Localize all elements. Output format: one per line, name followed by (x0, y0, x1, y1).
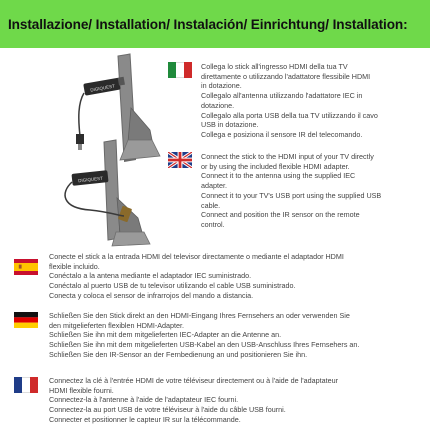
instruction-line: Connect the stick to the HDMI input of your TV directly (201, 152, 374, 161)
french-instructions (49, 376, 338, 425)
instruction-line: Conecte el stick a la entrada HDMI del televisor directamente o mediante el adaptador HDMI (49, 252, 344, 261)
english-instructions (201, 152, 381, 230)
instruction-line: flexible incluido. (49, 261, 100, 271)
italy-flag-icon (168, 62, 192, 78)
header-bar (0, 0, 430, 48)
germany-flag-icon (14, 312, 38, 328)
instruction-line: Connect it to the antenna using the supplied IEC (201, 171, 356, 181)
instruction-line: cable. (201, 200, 221, 210)
instruction-line: Collegalo all'antenna utilizzando l'adattatore IEC in (201, 91, 363, 101)
instruction-line: Conecta y coloca el sensor de infrarrojos del mando a distancia. (49, 290, 254, 300)
instruction-line: Connectez-la au port USB de votre téléviseur à l'aide du câble USB fourni. (49, 405, 286, 415)
installation-illustration (0, 48, 165, 248)
instruction-line: Connectez la clé à l'entrée HDMI de votre téléviseur directement ou à l'aide de l'adaptateur (49, 376, 338, 385)
instruction-line: Schließen Sie ihn mit dem mitgelieferten USB-Kabel an den USB-Anschluss Ihres Fernsehers an. (49, 340, 360, 350)
page-title: Installazione/ Installation/ Instalación/ Einrichtung/ Installation: (8, 16, 408, 32)
uk-flag-icon (168, 152, 192, 168)
german-instructions (49, 311, 359, 360)
instruction-line: adapter. (201, 181, 227, 191)
instruction-line: Connect it to your TV's USB port using the supplied USB (201, 190, 382, 200)
instruction-line: den mitgelieferten flexiblen HDMI-Adapter. (49, 320, 185, 330)
instruction-line: dotazione. (201, 100, 235, 110)
instruction-line: Schließen Sie den Stick direkt an den HDMI-Eingang Ihres Fernsehers an oder verwenden Sie (49, 311, 350, 320)
instruction-line: Schließen Sie ihn mit dem mitgelieferten IEC-Adapter an die Antenne an. (49, 330, 282, 340)
stick-brand-bottom: DIGIQUEST (77, 175, 104, 184)
instruction-line: Conéctalo al puerto USB de tu televisor utilizando el cable USB suministrado. (49, 281, 296, 291)
instruction-line: Collega e posiziona il sensore IR del telecomando. (201, 129, 363, 139)
instruction-line: control. (201, 219, 225, 229)
france-flag-icon (14, 377, 38, 393)
instruction-line: Connecter et positionner le capteur IR sur la télécommande. (49, 414, 241, 424)
instruction-line: Connect and position the IR sensor on the remote (201, 210, 360, 220)
spain-flag-icon (14, 259, 38, 275)
instruction-line: or by using the included flexible HDMI adapter. (201, 161, 350, 171)
instruction-line: in dotazione. (201, 81, 242, 91)
italian-instructions (201, 62, 378, 140)
stick-brand-top: DIGIQUEST (89, 83, 116, 93)
tv-top-illustration (118, 54, 160, 162)
instruction-line: Connectez-la à l'antenne à l'aide de l'adaptateur IEC fourni. (49, 395, 239, 405)
instruction-line: HDMI flexible fourni. (49, 385, 114, 395)
instruction-line: Schließen Sie den IR-Sensor an der Fernbedienung an und positionieren Sie ihn. (49, 349, 308, 359)
instruction-line: Collegalo alla porta USB della tua TV utilizzando il cavo (201, 110, 378, 120)
instruction-line: Conéctalo a la antena mediante el adaptador IEC suministrado. (49, 271, 252, 281)
hdmi-stick-top (76, 77, 125, 150)
spanish-instructions (49, 252, 344, 301)
instruction-line: Collega lo stick all'ingresso HDMI della tua TV (201, 62, 348, 71)
instruction-line: direttamente o utilizzando l'adattatore flessibile HDMI (201, 71, 371, 81)
instruction-line: USB in dotazione. (201, 120, 259, 130)
